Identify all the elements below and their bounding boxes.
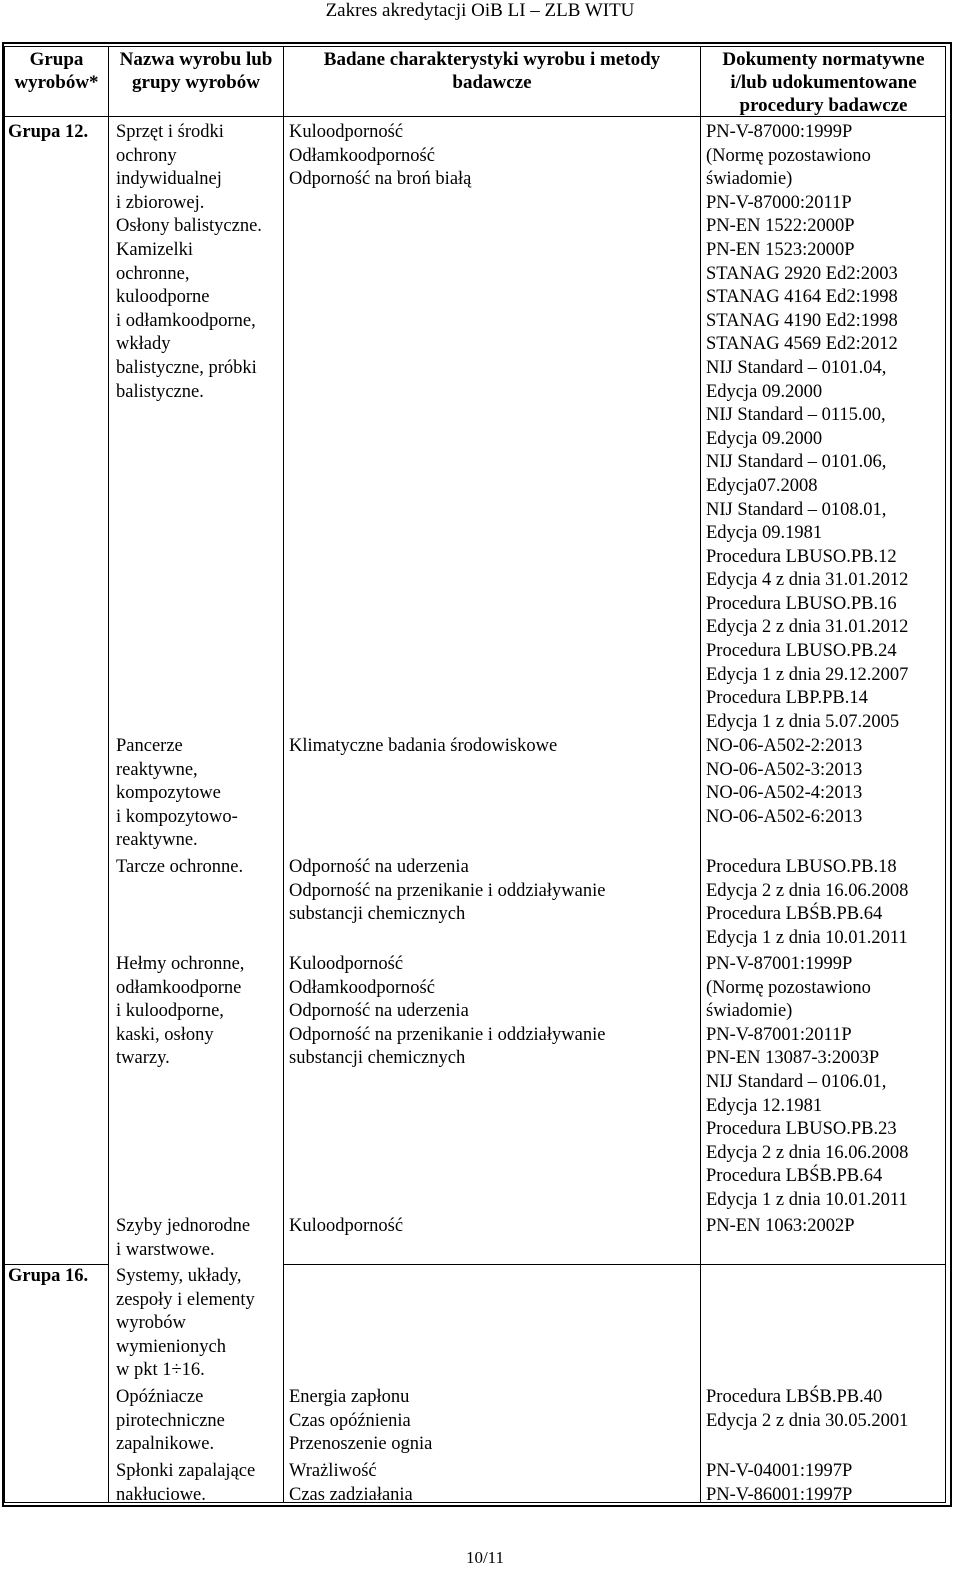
- column-header-text: Dokumenty normatywne i/lub udokumentowane procedury badawcze: [722, 49, 925, 116]
- page-number: 10/11: [465, 1548, 505, 1567]
- column-header-group: [5, 48, 108, 94]
- product-name: Sprzęt i środki ochrony indywidualnej i zbiorowej. Osłony balistyczne. Kamizelki ochronne, kuloodporne i odłamkoodporne, wkłady balistyczne, próbki balistyczne.: [116, 122, 262, 402]
- column-header-text: Nazwa wyrobu lub grupy wyrobów: [119, 49, 273, 93]
- group-label: Grupa 12.: [8, 122, 89, 142]
- normative-documents: PN-V-87000:1999P (Normę pozostawiono świadomie) PN-V-87000:2011P PN-EN 1522:2000P PN-EN 1523:2000P STANAG 2920 Ed2:2003 STANAG 4164 Ed2:1998 STANAG 4190 Ed2:1998 STANAG 4569 Ed2:2012 NIJ Standard – 0101.04, Edycja 09.2000 NIJ Standard – 0115.00, Edycja 09.2000 NIJ Standard – 0101.06, Edycja07.2008 NIJ Standard – 0108.01, Edycja 09.1981 Procedura LBUSO.PB.12 Edycja 4 z dnia 31.01.2012 Procedura LBUSO.PB.16 Edycja 2 z dnia 31.01.2012 Procedura LBUSO.PB.24 Edycja 1 z dnia 29.12.2007 Procedura LBP.PB.14 Edycja 1 z dnia 5.07.2005: [706, 122, 909, 732]
- characteristics: Kuloodporność: [289, 1216, 404, 1236]
- row-divider: [283, 1264, 946, 1265]
- product-name: Hełmy ochronne, odłamkoodporne i kuloodporne, kaski, osłony twarzy.: [116, 954, 245, 1069]
- normative-documents: PN-V-04001:1997P PN-V-86001:1997P: [706, 1461, 853, 1505]
- product-name: Tarcze ochronne.: [116, 857, 244, 877]
- product-name: Systemy, układy, zespoły i elementy wyrobów wymienionych w pkt 1÷16.: [116, 1266, 255, 1381]
- normative-documents: NO-06-A502-2:2013 NO-06-A502-3:2013 NO-06-A502-4:2013 NO-06-A502-6:2013: [706, 736, 863, 827]
- normative-documents: Procedura LBUSO.PB.18 Edycja 2 z dnia 16.06.2008 Procedura LBŚB.PB.64 Edycja 1 z dnia 10.01.2011: [706, 857, 909, 948]
- column-header-text: Grupa wyrobów*: [14, 49, 99, 93]
- normative-documents: Procedura LBŚB.PB.40 Edycja 2 z dnia 30.05.2001: [706, 1387, 909, 1431]
- characteristics: Klimatyczne badania środowiskowe: [289, 736, 558, 756]
- characteristics: Kuloodporność Odłamkoodporność Odporność na broń białą: [289, 122, 472, 190]
- product-name: Spłonki zapalające nakłuciowe.: [116, 1461, 256, 1505]
- column-header-characteristics: [284, 48, 700, 94]
- characteristics: Odporność na uderzenia Odporność na przenikanie i oddziaływanie substancji chemicznych: [289, 857, 606, 925]
- column-header-text: Badane charakterystyki wyrobu i metody badawcze: [323, 49, 661, 93]
- column-divider: [700, 46, 701, 1503]
- normative-documents: PN-EN 1063:2002P: [706, 1216, 855, 1236]
- characteristics: Wrażliwość Czas zadziałania: [289, 1461, 413, 1505]
- page-header: Zakres akredytacji OiB LI – ZLB WITU: [325, 0, 635, 21]
- product-name: Opóźniacze pirotechniczne zapalnikowe.: [116, 1387, 225, 1455]
- column-header-product: [109, 48, 283, 94]
- column-divider: [108, 46, 109, 1503]
- characteristics: Kuloodporność Odłamkoodporność Odporność na uderzenia Odporność na przenikanie i oddziaływanie substancji chemicznych: [289, 954, 606, 1069]
- normative-documents: PN-V-87001:1999P (Normę pozostawiono świadomie) PN-V-87001:2011P PN-EN 13087-3:2003P NIJ Standard – 0106.01, Edycja 12.1981 Procedura LBUSO.PB.23 Edycja 2 z dnia 16.06.2008 Procedura LBŚB.PB.64 Edycja 1 z dnia 10.01.2011: [706, 954, 909, 1210]
- characteristics: Energia zapłonu Czas opóźnienia Przenoszenie ognia: [289, 1387, 433, 1455]
- product-name: Szyby jednorodne i warstwowe.: [116, 1216, 251, 1260]
- product-name: Pancerze reaktywne, kompozytowe i kompozytowo- reaktywne.: [116, 736, 238, 851]
- column-divider: [283, 46, 284, 1503]
- column-header-documents: [701, 48, 946, 117]
- group-label: Grupa 16.: [8, 1266, 89, 1286]
